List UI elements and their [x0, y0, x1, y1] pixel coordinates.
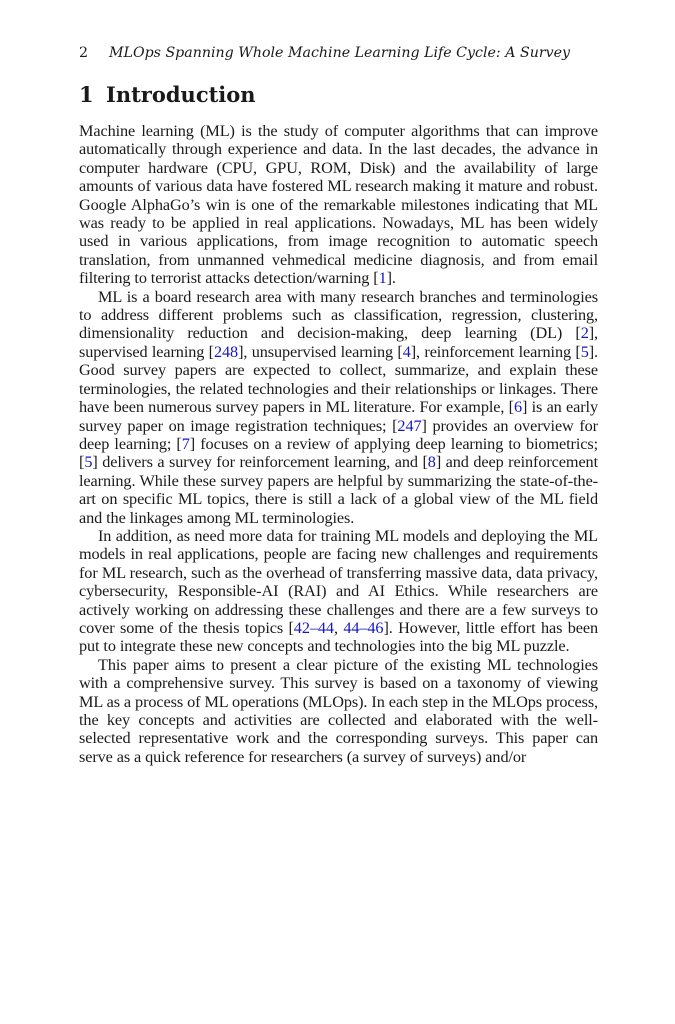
paragraph-text: ,	[333, 618, 344, 637]
paragraph-text: ], unsupervised learning [	[238, 342, 403, 361]
citation-link[interactable]: 8	[427, 453, 436, 472]
paragraph	[79, 527, 598, 656]
citation-link[interactable]: 6	[513, 398, 522, 417]
paragraph	[79, 122, 598, 288]
paragraph	[79, 656, 598, 766]
paragraph-text: ]. However, little effort has been put to integrate these new concepts and technologies into the big ML puzzle.	[79, 618, 598, 656]
paragraph-text: ] and deep reinforcement learning. While these survey papers are helpful by summarizing the state-of-the-art on specific ML topics, there is still a lack of a global view of the ML field and the linkages among ML terminologies.	[79, 453, 598, 527]
citation-link[interactable]: 44–46	[343, 618, 384, 637]
citation-link[interactable]: 5	[84, 453, 93, 472]
paragraph-text: ML is a board research area with many research branches and terminologies to address different problems such as classification, regression, clustering, dimensionality reduction and decision-making, deep learning (DL) [	[79, 287, 598, 343]
section-title: Introduction	[106, 82, 256, 107]
running-head	[79, 44, 598, 62]
paragraph	[79, 288, 598, 527]
citation-link[interactable]: 1	[378, 269, 387, 288]
section-number: 1	[79, 82, 94, 107]
citation-link[interactable]: 7	[181, 434, 190, 453]
citation-link[interactable]: 4	[402, 342, 411, 361]
paragraph-text: ]. Good survey papers are expected to collect, summarize, and explain these terminologies, the related technologies and their relationships or linkages. There have been numerous survey papers in ML literature. For example, [	[79, 342, 598, 417]
paragraph-text: This paper aims to present a clear picture of the existing ML technologies with a comprehensive survey. This survey is based on a taxonomy of viewing ML as a process of ML operations (MLOps). In each step in the MLOps process, the key concepts and activities are collected and elaborated with the well-selected representative work and the corresponding surveys. This paper can serve as a quick reference for researchers (a survey of surveys) and/or	[79, 655, 598, 766]
paragraph-text: ] is an early survey paper on image registration techniques; [	[79, 398, 598, 435]
citation-link[interactable]: 248	[213, 342, 239, 361]
paragraph-text: ], supervised learning [	[79, 324, 598, 361]
section-heading	[79, 82, 598, 108]
running-title: MLOps Spanning Whole Machine Learning Life Cycle: A Survey	[109, 45, 571, 61]
paragraph-text: ] delivers a survey for reinforcement learning, and [	[92, 453, 428, 472]
body-text	[79, 122, 598, 766]
citation-link[interactable]: 42–44	[293, 618, 334, 637]
citation-link[interactable]: 5	[580, 342, 589, 361]
paragraph-text: In addition, as need more data for training ML models and deploying the ML models in real applications, people are facing new challenges and requirements for ML research, such as the overhead of transferring massive data, data privacy, cybersecurity, Responsible-AI (RAI) and AI Ethics. While researchers are actively working on addressing these challenges and there are a few surveys to cover some of the thesis topics [	[79, 526, 598, 637]
page-number: 2	[79, 45, 89, 61]
citation-link[interactable]: 2	[580, 324, 589, 343]
paragraph-text: ].	[386, 269, 396, 288]
paper-page	[79, 44, 598, 766]
paragraph-text: ] provides an overview for deep learning; [	[79, 416, 598, 453]
citation-link[interactable]: 247	[397, 416, 422, 435]
paragraph-text: ] focuses on a review of applying deep learning to biometrics; [	[79, 434, 598, 472]
paragraph-text: Machine learning (ML) is the study of computer algorithms that can improve automatically through experience and data. In the last decades, the advance in computer hardware (CPU, GPU, ROM, Disk) and the availability of large amounts of various data have fostered ML research making it mature and robust. Google AlphaGo’s win is one of the remarkable milestones indicating that ML was ready to be applied in real applications. Nowadays, ML has been widely used in various applications, from image recognition to automatic speech translation, from unmanned vehmedical medicine diagnosis, and from email filtering to terrorist attacks detection/warning [	[79, 122, 598, 288]
paragraph-text: ], reinforcement learning [	[410, 342, 581, 361]
